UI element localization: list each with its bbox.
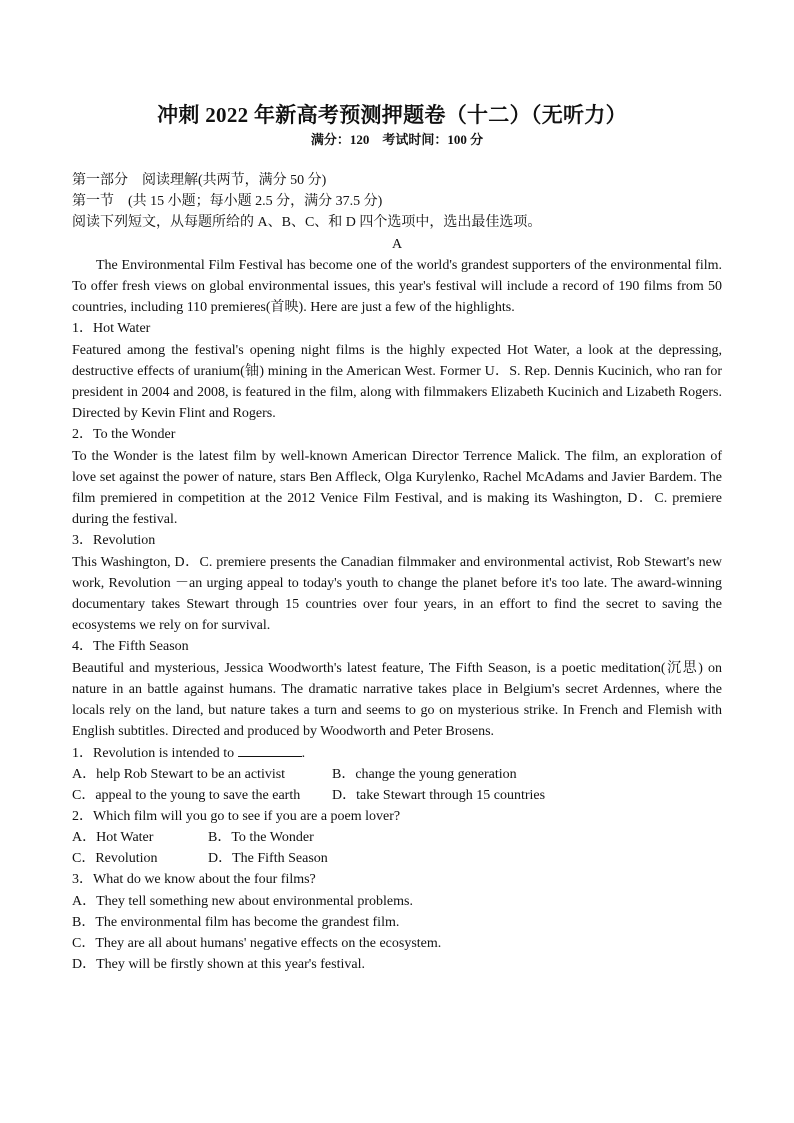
film-heading-revolution: 3．Revolution bbox=[72, 533, 156, 549]
option-b: B．The environmental film has become the grandest film. bbox=[72, 914, 400, 930]
option-d: D．They will be firstly shown at this year's festival. bbox=[72, 957, 365, 973]
option-b: B．To the Wonder bbox=[208, 830, 314, 846]
option-c: C．appeal to the young to save the earth bbox=[72, 787, 301, 803]
option-c: C．They are all about humans' negative effects on the ecosystem. bbox=[72, 936, 442, 952]
answer-blank bbox=[238, 742, 302, 757]
exam-title: 冲刺 2022 年新高考预测押题卷（十二）（无听力） bbox=[157, 103, 627, 127]
film-heading-hot-water: 1．Hot Water bbox=[72, 321, 151, 337]
option-a: A．They tell something new about environmental problems. bbox=[72, 893, 413, 909]
film-heading-to-the-wonder: 2．To the Wonder bbox=[72, 427, 176, 443]
option-b: B．change the young generation bbox=[332, 766, 517, 782]
passage-intro: The Environmental Film Festival has become one of the world's grandest supporters of the environmental film. To offer fresh views on global environmental issues, this year's festival will include a record of 190 films from 50 countries, including 110 premieres(首映). Here are just a few of the highlights. bbox=[72, 257, 722, 316]
question-2-options-row-2 bbox=[72, 848, 722, 869]
passage-label: A bbox=[391, 236, 403, 252]
option-c: C．Revolution bbox=[72, 851, 158, 867]
exam-page bbox=[72, 100, 722, 975]
part-heading: 第一部分 阅读理解(共两节，满分 50 分) bbox=[72, 173, 327, 188]
option-d: D．take Stewart through 15 countries bbox=[332, 787, 546, 803]
question-1-period: . bbox=[301, 746, 306, 762]
film-body-revolution: This Washington, D．C. premiere presents the Canadian filmmaker and environmental activist, Rob Stewart's new work, Revolution －an urging appeal to today's youth to change the planet before it's too late. The award-winning documentary takes Stewart through 15 countries over four years, in an effort to find the secret to saving the ecosystems we rely on for survival. bbox=[72, 554, 722, 634]
exam-subtitle: 满分：120 考试时间：100 分 bbox=[310, 132, 484, 147]
option-a: A．Hot Water bbox=[72, 830, 154, 846]
option-a: A．help Rob Stewart to be an activist bbox=[72, 766, 286, 782]
question-3-stem: 3．What do we know about the four films? bbox=[72, 872, 316, 888]
question-1-options-row-1 bbox=[72, 764, 722, 785]
directions: 阅读下列短文，从每题所给的 A、B、C、和 D 四个选项中，选出最佳选项。 bbox=[72, 215, 542, 231]
question-2-stem: 2．Which film will you go to see if you are a poem lover? bbox=[72, 808, 401, 824]
film-heading-fifth-season: 4．The Fifth Season bbox=[72, 639, 189, 655]
question-1-options-row-2 bbox=[72, 785, 722, 806]
question-1-stem bbox=[72, 742, 722, 763]
film-body-fifth-season: Beautiful and mysterious, Jessica Woodworth's latest feature, The Fifth Season, is a poetic meditation(沉思) on nature in an battle against humans. The dramatic narrative takes place in Belgium's secret Ardennes, where the locals rely on the land, but nature takes a turn and seems to go on mysterious strike. In French and Flemish with English subtitles. Directed and produced by Woodworth and Peter Brosens. bbox=[72, 660, 722, 740]
film-body-to-the-wonder: To the Wonder is the latest film by well-known American Director Terrence Malick. The film, an exploration of love set against the power of nature, stars Ben Affleck, Olga Kurylenko, Rachel McAdams and Javier Bardem. The film premiered in competition at the 2012 Venice Film Festival, and is making its Washington, D．C. premiere during the festival. bbox=[72, 448, 722, 528]
question-1-text: 1．Revolution is intended to bbox=[72, 746, 235, 762]
film-body-hot-water: Featured among the festival's opening night films is the highly expected Hot Water, a look at the depressing, destructive effects of uranium(铀) mining in the American West. Former U．S. Rep. Dennis Kucinich, who ran for president in 2004 and 2008, is featured in the film, along with filmmakers Elizabeth Kucinich and Lizabeth Rogers. Directed by Kevin Flint and Rogers. bbox=[72, 342, 722, 422]
question-2-options-row-1 bbox=[72, 827, 722, 848]
option-d: D．The Fifth Season bbox=[208, 851, 328, 867]
section-heading: 第一节 (共 15 小题；每小题 2.5 分，满分 37.5 分) bbox=[72, 194, 383, 210]
